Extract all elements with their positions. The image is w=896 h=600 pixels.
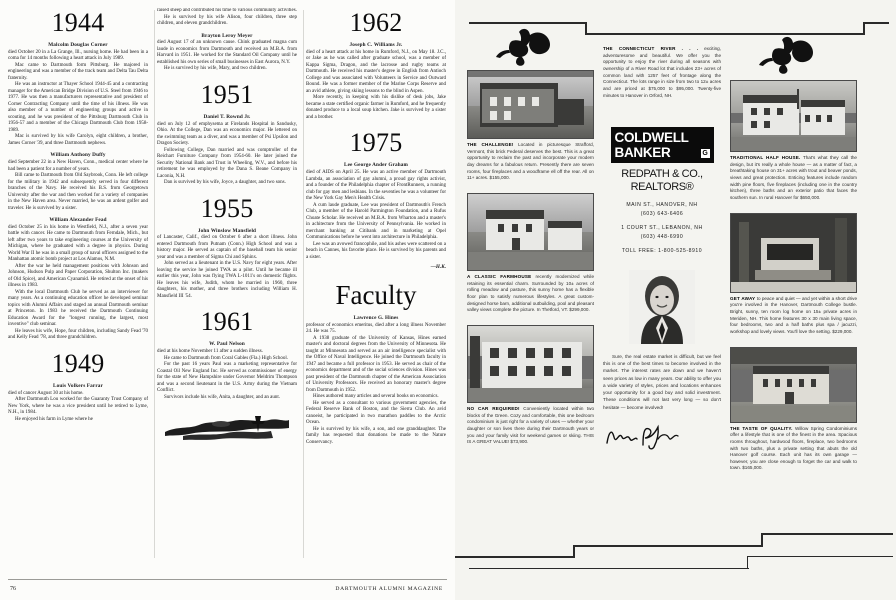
deco-line-bottom-step2 (761, 533, 763, 546)
obituary-columns (8, 8, 447, 564)
deco-line-bottom-left (455, 556, 575, 558)
office-lebanon (603, 224, 721, 242)
logo-line-2: BANKER (614, 145, 671, 161)
obituary-paragraph: died September 22 in a New Haven, Conn., medical center where he had been a patient for a number of years. (8, 160, 148, 172)
deceased-name: W. Paul Nelson (209, 341, 245, 348)
river-ad-body: exciting, adventuresome and beautiful. We offer you the opportunity to enjoy the river during all seasons with ownership of a River Road lot that includes 23+ acres of common land with 1257 feet of frontage along the Connecticut. The lots range in size from two to 12± acres and are priced at $75,000 to $95,000. Twenty-five minutes to Hanover in Orford, NH. (603, 46, 721, 98)
deceased-name: William Anthony Duffy (50, 152, 106, 159)
year-heading: 1962 (349, 8, 403, 37)
deceased-name: Lawrence G. Hines (353, 314, 399, 321)
office-address: 1 COURT ST., LEBANON, NH (621, 225, 703, 232)
toll-free-number[interactable]: TOLL FREE: 1-800-525-8910 (621, 247, 703, 254)
office-phone[interactable]: (603) 448-6990 (640, 233, 684, 240)
obituary-paragraph: died October 25 in his home in Westfield, N.J., after a seven year battle with cancer. He came to Dartmouth from Ferndale, Mich., but left after two years to take engineering courses at the University of Michigan, where he graduated with a degree in physics. During World War II he was in a small group of naval officers assigned to the Manhattan atomic bomb project at Los Alamos, N.M. (8, 224, 148, 263)
deco-line-bottom-step (573, 545, 575, 558)
obituary-paragraph: He enjoyed his farm in Lyme where he (15, 416, 93, 422)
obituary-paragraph: raised sheep and contributed his time to various community activities. (157, 8, 297, 13)
listing-body: Willow Spring Condominiums offer a lifestyle that is one of the finest in the area. Spacious rooms throughout, hardwood floors, fireplace, two bedrooms with two baths, plus a private setting that abuts the old Hanover golf course. Each unit has its own garage — however, you are close enough to forget the car and walk to town. $165,000. (730, 425, 857, 471)
listing-body: Conveniently located within two blocks of the Green. Cozy and comfortable, this one bedroom condominium is just right for a variety of uses — whether your daughter or son lives there during their Dartmouth years or you and your family visit for weekend games or skiing. THIS IS A GREAT VALUE! $73,900. (467, 405, 595, 445)
flying-goose-icon (730, 34, 857, 76)
obituary-paragraph: Survivors include his wife, Anita, a daughter, and an aunt. (164, 394, 281, 400)
obituary-paragraph: He is survived by his wife, Mary, and two children. (164, 66, 267, 72)
listing-headline: GET AWAY (730, 295, 756, 301)
deceased-name: Daniel T. Rownd Jr. (203, 113, 251, 120)
obituary-paragraph: died August 17 of an unknown cause. Chink graduated magna cum laude in economics from Dartmouth and received an M.B.A. from Harvard in 1951. He worked for the Standard Oil Company until he established his own series of small businesses in East Aurora, N.Y. (157, 40, 297, 65)
obituary-paragraph: He is survived by his wife Alison, four children, three step children, and eleven grandchildren. (157, 14, 297, 26)
obituary-paragraph: He was an instructor at Thayer School 1944-45 and a contracting manager for the American Bridge Division of U.S. Steel from 1946 to 1977. He was then a manufacturers representative and president of Corner Contracting Company until the time of his illness. He was also member of a number of engineering groups and active in scouting, and he was president of the Pittsburg Dartmouth Club in 1956-57 and a member of the Chicago Dartmouth Club from 1958-1989. (8, 82, 148, 133)
ad-columns (467, 26, 867, 526)
deco-line-top-right (863, 22, 889, 24)
obituary-paragraph: After the war he held management positions with Johnson and Johnson, Hudson Pulp and Paper Corporation, Shulton Inc. (makers of Old Spice), and American Cyanamid. He retired at the onset of his illness in 1983. (8, 263, 148, 289)
contact-block (603, 201, 721, 256)
listing-body: recently modernized while retaining its essential charm. Surrounded by 10± acres of rolling meadow and pasture, this sunny home has a flexible floor plan to satisfy numerous lifestyles. A great custom-designed horse barn, additional outbuilding, pool and pleasant valley views complete the picture. In Thetford, VT. $299,000. (467, 273, 594, 313)
scenic-woodcut-illustration (163, 408, 291, 442)
listing-photo-farmhouse (467, 193, 594, 271)
listing-headline: A CLASSIC FARMHOUSE (467, 273, 532, 279)
obituary-paragraph: died October 20 in a La Grange, Ill., nursing home. He had been in a coma for 14 months following a heart attack in July 1989. (8, 49, 148, 62)
obituary-paragraph: With the local Dartmouth Club he served as an interviewer for many years. As a continuing education officer he developed seminar topics with Alumni Affairs and staged an annual Dartmouth seminar at Princeton. In 1983 he received the Dartmouth Continuing Education Award for the "longest running, the largest, most inventive" club seminar. (8, 289, 148, 328)
deco-line-bottom-outer-step (747, 556, 748, 569)
obituary-paragraph: John served as a lieutenant in the U.S. Navy for eight years. After leaving the service he joined TWA as a pilot. Until he became ill earlier this year, John was flying TWA L-1011's on domestic flights. He leaves his wife, Judith, whom he married in 1960, three daughters, his mother, and three brothers including William H. Mansfield III '54. (157, 261, 297, 299)
deco-line-top-left (469, 22, 587, 24)
listing-headline: THE TASTE OF QUALITY. (730, 425, 793, 431)
listing-copy-challenge (467, 142, 594, 182)
deco-line-bottom-right (761, 533, 893, 535)
logo-line-1: COLDWELL (614, 130, 689, 146)
obituary-paragraph: died of cancer August 30 at his home. (8, 390, 84, 396)
obituary-paragraph: Mac came to Dartmouth form Pittsburg. He majored in engineering and was a member of the track team and Delta Tau Delta fraternity. (8, 62, 148, 81)
year-heading: 1944 (51, 8, 105, 37)
logo-mark-icon: G (702, 150, 708, 158)
right-page-advertisement (455, 0, 896, 600)
deceased-name: Joseph C. Williams Jr. (349, 42, 403, 48)
listing-photo-challenge (467, 70, 594, 139)
listing-copy-condo (467, 406, 594, 446)
author-byline: —H.K. (430, 264, 446, 270)
year-heading: 1961 (200, 307, 254, 337)
listing-photo-half-house (730, 80, 857, 152)
obituary-column-3 (306, 8, 446, 564)
deceased-name: Brayton Leroy Meyer (201, 32, 253, 39)
listing-copy-taste-of-quality (730, 426, 857, 473)
obituary-paragraph: died at his home November 11 after a sudden illness. (157, 349, 263, 354)
firm-name-line-2: REALTORS® (630, 180, 694, 193)
firm-name-line-1: REDPATH & CO., (621, 168, 703, 181)
obituary-paragraph: Bill came to Dartmouth from Old Saybrook, Conn. He left college for the military in 1942 and subsequently served in four different branches of the Navy. He received his B.S. from Georgetown University after the war and then worked for a variety of companies in the New Haven area. Never married, he was an ardent golfer and traveler. He is survived by a sister. (8, 173, 148, 211)
magazine-title: DARTMOUTH ALUMNI MAGAZINE (335, 586, 443, 592)
office-hanover (603, 201, 721, 219)
obituary-paragraph: A cum laude graduate, Lee was president of Dartmouth's French Club, a member of the Harold Parmington Foundation, and a Rufus Choate Scholar. He received an M.B.A. from Wharton and a master's in achitecture from the University of Pennsylvania. He worked in merchant banking at Citibank and in marketing at Opel Communications before he went into architecture in Philadelphia. (306, 202, 446, 240)
obituary-paragraph: Hines authored many articles and several books on economics. (313, 394, 439, 399)
ad-column-left (467, 26, 594, 526)
obituary-paragraph: died of AIDS on April 25. He was an active member of Dartmouth Lambda, an association of gay alumni, a proud gay rights activist, and a founder of the Philadelphia chapter of FrontRunners, a running club for gay men and lesbians. In the seventies he was a volunteer for the New York Gay Men's Health Crisis. (306, 170, 446, 201)
deceased-name: John Winslow Mansfield (197, 227, 257, 234)
year-heading: 1949 (51, 348, 105, 378)
listing-body: Located in picturesque Strafford, Vermont, this brick Federal deserves the best. This is a great opportunity to reclaim the past and incorporate your modern day dreams for a fabulous return. Presently there are seven rooms, four fireplaces and a woodframe ell off the rear. All on 11+ acres. $155,000. (467, 142, 594, 181)
listing-headline: NO CAR REQUIRED! (467, 405, 520, 411)
page-number: 76 (10, 586, 16, 592)
year-heading: 1955 (200, 193, 254, 223)
deco-line-bottom-outer (469, 568, 749, 569)
listing-copy-farmhouse (467, 274, 594, 314)
office-phone[interactable]: (603) 643-6406 (640, 211, 684, 218)
obituary-paragraph: He served as a consultant to various government agencies, the Federal Reserve Bank of Boston, and the Sierra Club. An avid canoeist, he participated in two marathon paddles to the Arctic Ocean. (306, 400, 446, 425)
listing-photo-taste-of-quality (730, 347, 857, 423)
agent-letter-copy: Sure, the real estate market is difficult, but we feel this is one of the best times to become involved in the market. The interest rates are down and we haven't seen prices as low in many years. Our ability to offer you a wide variety of styles, prices and locations enhances your opportunity for a good buy and solid investment. These conditions will not last very long — so don't hesitate — become involved! (603, 353, 721, 410)
deco-line-bottom-outer-right (747, 556, 893, 557)
agent-signature (603, 421, 721, 451)
listing-body: to peace and quiet — and yet within a short drive you're involved in the Hanover, Dartmouth College bustle. Bright, sunny, ten room log home on 15± private acres in Meriden, NH. This home features 30 x 30 main living space, four bedrooms, two and a half baths plus spa / jacuzzi, workshop and lovely views. You'll love the setting. $229,000. (730, 295, 857, 334)
firm-name (603, 168, 721, 193)
listing-copy-get-away (730, 296, 857, 336)
obituary-paragraph: He leaves his wife, Hope, four children, including Sandy Fead '70 and Kelly Fead '78, and three grandchildren. (8, 328, 148, 341)
ad-column-right (730, 26, 857, 526)
deco-line-bottom-mid (573, 545, 763, 547)
faculty-heading: Faculty (335, 279, 417, 310)
obituary-paragraph: Following College, Dan married and was comptroller of the Reichart Furniture Company from 1954-60. He later joined the Security National Bank and Trust in Wheeling, W.V., and before his retirement he was employed by the Dana S. Beane Company in Laconia, N.H. (157, 147, 297, 179)
river-ad-copy (603, 46, 721, 99)
deceased-name: William Alexander Fead (49, 217, 107, 223)
obituary-paragraph: A 1938 graduate of the University of Kansas, Hines earned master's and doctoral degrees from the University of Minnesota. He taught at Minnesota and served as an air intelligence specialist with the Office of Naval Intelligence. He joined the Dartmouth faculty in 1947 and became a full professor in 1953. He served as chair of the economics department and of the social sciences division. Hines was past president of the Dartmouth chapter of the American Association of University Professors. He received an honorary master's degree from Dartmouth in 1952. (306, 335, 446, 393)
year-heading: 1975 (349, 128, 403, 158)
obituary-paragraph: of Lancaster, Calif., died on October 6 after a short illness. John entered Dartmouth from Putnam (Conn.) High School and was a history major. He served as captain of the baseball team his senior year and was a member of Sigma Chi and Sphinx. (157, 235, 297, 260)
obituary-paragraph: Lee was an avowed francophile, and his ashes were scattered on a beach in Cannes, his favorite place. He is survived by his parents and a sister. (306, 241, 446, 260)
deceased-name: Louis Volkers Farrar (53, 382, 103, 389)
deceased-name: Malcolm Douglas Corner (48, 42, 108, 48)
listing-copy-half-house (730, 155, 857, 202)
coldwell-banker-logo (611, 127, 714, 163)
obituary-paragraph: For the past 16 years Paul was a marketing representative for Coastal Oil New England Inc. He served as commissioner of energy for the state of New Hampshire under Governor Meldrim Thompson and was a second lieutenant in the U.S. Army during the Vietnam Conflict. (157, 362, 297, 393)
obituary-paragraph: He is survived by his wife, a son, and one granddaughter. The family has requested that donations be made to the Nature Conservancy. (306, 426, 446, 445)
listing-headline: THE CHALLENGE! (467, 142, 514, 147)
office-address: MAIN ST., HANOVER, NH (626, 202, 698, 209)
obituary-paragraph: After Dartmouth Lou worked for the Guaranty Trust Company of New York, where he was a vice president until he retired to Lyme, N.H., in 1984. (8, 397, 148, 415)
obituary-paragraph: professor of economics emeritus, died after a long illness November 24. He was 75. (306, 322, 446, 334)
obituary-column-2 (157, 8, 297, 564)
obituary-paragraph: More recently, in keeping with his dislike of desk jobs, Jake became a state certified organic farmer in Rumford, and he frequently donated produce to a local soup kitchen. Jake is survived by a sister and a brother. (306, 95, 446, 120)
obituary-paragraph: died of a heart attack at his home in Rumford, N.J., on May 18. J.C., or Jake as he was called after graduate school, was a member of Kappa Sigma, Dragon, and the lacrosse and rugby teams at Dartmouth. He received his master's degree in English from Antioch College and was associated with Volunteers in Service and Outward Bound. He was a former member of the Marine Corps Reserve and an avid athlete, giving skiing lessons to the blind in Aspen. (306, 49, 446, 94)
listing-photo-get-away (730, 213, 857, 293)
obituary-paragraph: He came to Dartmouth from Coral Gables (Fla.) High School. (164, 355, 288, 361)
obituary-paragraph: died on July 12 of emphysema at Firelands Hospital in Sandusky, Ohio. At the College, Dan was an economics major. He lettered on the swimming team as a diver, and was a member of Psi Upsilon and Dragon Society. (157, 121, 297, 146)
footer-divider (8, 579, 447, 580)
listing-photo-condo (467, 325, 594, 403)
river-ad-headline: THE CONNECTICUT RIVER . . . (603, 46, 699, 51)
obituary-paragraph: Dan is survived by his wife, Joyce, a daughter, and two sons. (164, 180, 286, 185)
ad-column-middle (603, 26, 721, 526)
obituary-paragraph: Mac is survived by his wife Carolyn, eight children, a brother, James Corner '39, and three Dartmouth nephews. (8, 134, 148, 146)
agent-portrait-photo (629, 270, 695, 344)
obituary-column-1 (8, 8, 148, 564)
listing-headline: TRADITIONAL HALF HOUSE. (730, 155, 801, 160)
year-heading: 1951 (200, 79, 254, 109)
flying-goose-icon (467, 26, 594, 68)
listing-body: That's what they call the design, but it's really a whole house — as a matter of fact, a breathtaking house on 31+ acres with trout and beaver ponds, views and great protection. Enticing features include random width pine floors, five fireplaces (including one in the country kitchen), three baths and an exterior patio that faces the southern sun. In rural Hanover for $650,000. (730, 155, 857, 200)
deceased-name: Lee George Ander Graham (343, 162, 408, 169)
